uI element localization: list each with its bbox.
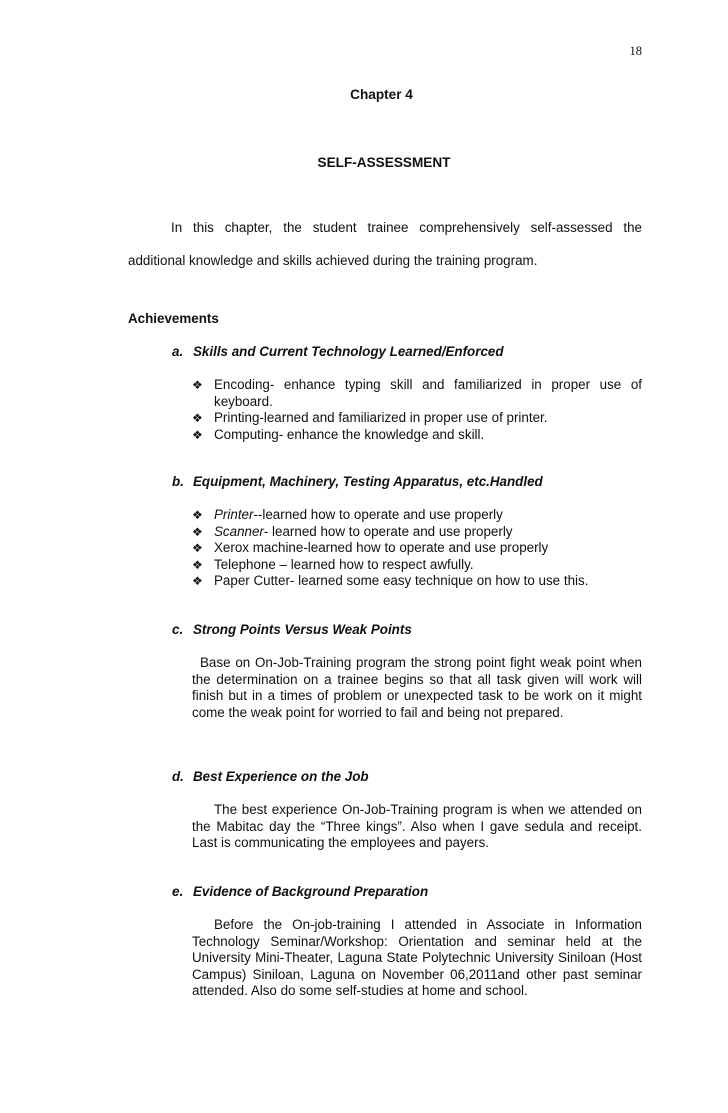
list-item [192,427,642,444]
list-item-text: Telephone – learned how to respect awfully. [214,556,474,572]
list-item-text: Computing- enhance the knowledge and skill. [214,426,485,442]
list-item-text: --learned how to operate and use properly [253,507,503,522]
list-item [192,410,642,427]
section-e-heading [172,884,428,899]
diamond-bullet-icon: ❖ [192,411,203,426]
section-c-paragraph: Base on On-Job-Training program the strong point fight weak point when the determination on a trainee begins so that all task given will work will finish but in a times of problem or unexpected task to be work on it might come the weak point for worried to fail and being not prepared. [192,655,642,720]
section-a-list [192,377,642,443]
intro-paragraph: In this chapter, the student trainee comprehensively self-assessed the additional knowledge and skills achieved during the training program. [128,220,642,268]
list-item-lead: Printer [214,507,254,522]
section-b-list [192,507,642,590]
diamond-bullet-icon: ❖ [192,557,203,572]
section-letter: d. [172,769,184,784]
achievements-heading: Achievements [128,311,219,326]
section-c-heading [172,622,412,637]
page-number: 18 [629,44,642,58]
diamond-bullet-icon: ❖ [192,541,203,556]
section-d-paragraph: The best experience On-Job-Training program is when we attended on the Mabitac day the “Three kings”. Also when I gave sedula and receipt. Last is communicating the employees and payers. [192,802,642,851]
list-item [192,377,642,410]
list-item [192,507,642,524]
section-title: Evidence of Background Preparation [193,884,429,899]
section-title: Equipment, Machinery, Testing Apparatus, etc.Handled [193,474,543,489]
page-title: SELF-ASSESSMENT [317,155,451,170]
list-item-lead: Scanner [214,523,264,539]
list-item [192,524,642,541]
list-item-text: Printing-learned and familiarized in proper use of printer. [214,410,548,426]
section-title: Best Experience on the Job [193,769,369,784]
section-letter: c. [172,622,184,637]
diamond-bullet-icon: ❖ [192,524,203,539]
section-letter: b. [172,474,184,489]
chapter-label: Chapter 4 [350,87,413,102]
section-letter: a. [172,344,184,359]
diamond-bullet-icon: ❖ [192,427,203,442]
section-title: Skills and Current Technology Learned/Enforced [193,344,504,359]
list-item-text: - learned how to operate and use properly [263,523,513,539]
diamond-bullet-icon: ❖ [192,378,203,392]
section-b-heading [172,474,543,489]
list-item [192,573,642,590]
diamond-bullet-icon: ❖ [192,508,203,522]
section-letter: e. [172,884,184,899]
section-a-heading [172,344,504,359]
diamond-bullet-icon: ❖ [192,574,203,589]
list-item-text: Paper Cutter- learned some easy technique on how to use this. [214,573,589,589]
section-e-paragraph: Before the On-job-training I attended in Associate in Information Technology Seminar/Workshop: Orientation and seminar held at the University Mini-Theater, Laguna State Polytechnic University Siniloan (Host Campus) Siniloan, Laguna on November 06,2011and other past seminar attended. Also do some self-studies at home and school. [192,917,642,999]
list-item [192,540,642,557]
section-d-heading [172,769,369,784]
section-title: Strong Points Versus Weak Points [193,622,412,637]
list-item-text: Xerox machine-learned how to operate and use properly [214,540,549,556]
list-item-text: Encoding- enhance typing skill and familiarized in proper use of keyboard. [214,377,642,409]
list-item [192,557,642,574]
